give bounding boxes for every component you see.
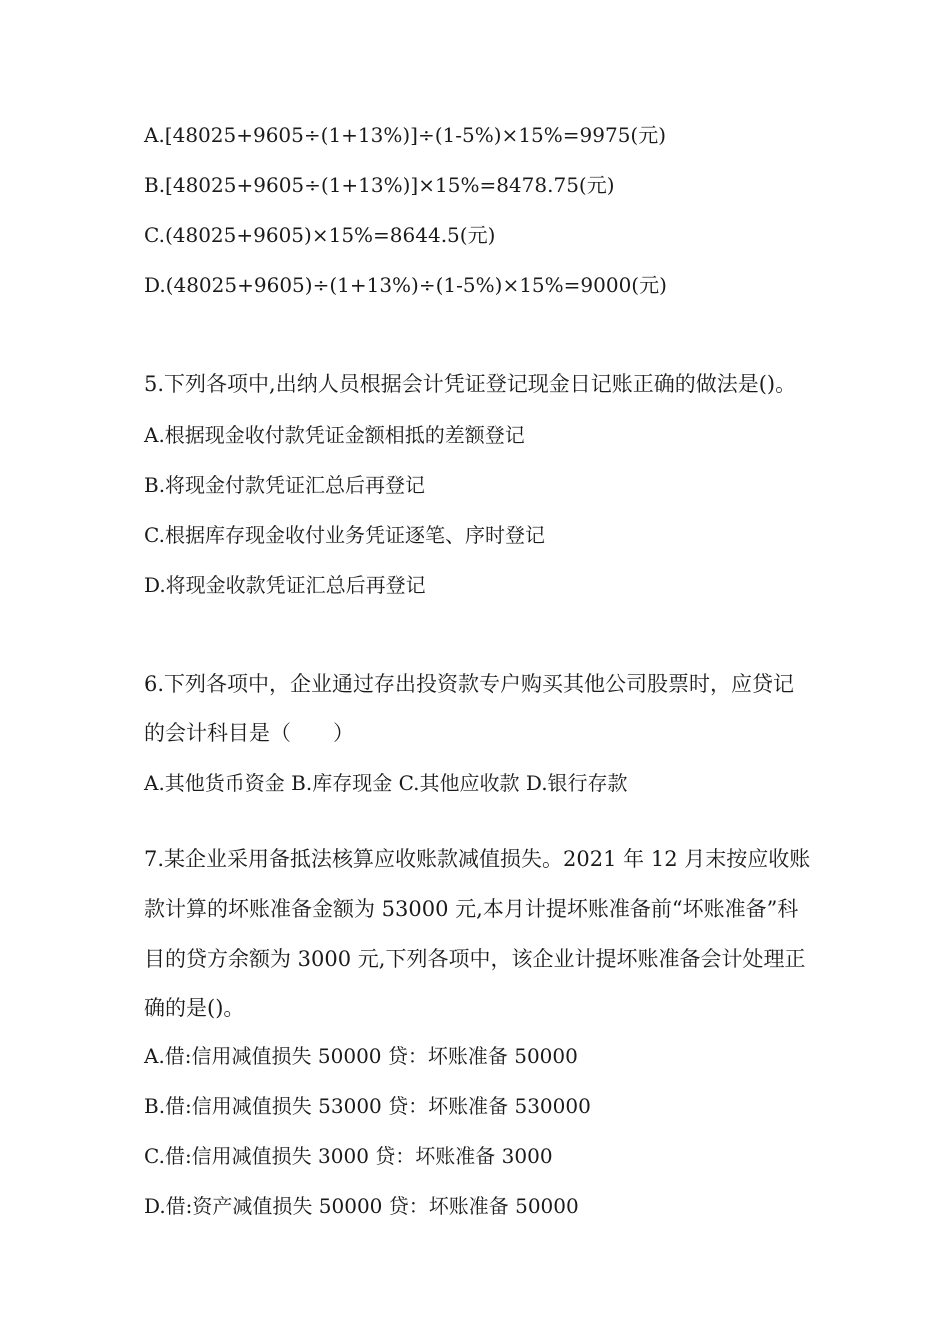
q7-option-c: C.借:信用减值损失 3000 贷：坏账准备 3000 xyxy=(144,1144,553,1168)
q5-option-a: A.根据现金收付款凭证金额相抵的差额登记 xyxy=(144,423,525,447)
q4-option-a: A.[48025+9605÷(1+13%)]÷(1-5%)×15%=9975(元) xyxy=(144,123,667,147)
q6-stem-line-2: 的会计科目是（ ） xyxy=(144,721,354,745)
q5-option-b: B.将现金付款凭证汇总后再登记 xyxy=(144,473,426,497)
q6-stem-line-1: 6.下列各项中，企业通过存出投资款专户购买其他公司股票时，应贷记 xyxy=(144,672,795,696)
q5-option-d: D.将现金收款凭证汇总后再登记 xyxy=(144,573,426,597)
q6-options: A.其他货币资金 B.库存现金 C.其他应收款 D.银行存款 xyxy=(144,771,628,795)
q4-option-d: D.(48025+9605)÷(1+13%)÷(1-5%)×15%=9000(元) xyxy=(144,273,667,297)
q7-stem-line-3: 目的贷方余额为 3000 元,下列各项中，该企业计提坏账准备会计处理正 xyxy=(144,947,806,971)
q7-option-d: D.借:资产减值损失 50000 贷：坏账准备 50000 xyxy=(144,1194,579,1218)
q5-option-c: C.根据库存现金收付业务凭证逐笔、序时登记 xyxy=(144,523,545,547)
q7-option-a: A.借:信用减值损失 50000 贷：坏账准备 50000 xyxy=(144,1044,578,1068)
q7-stem-line-2: 款计算的坏账准备金额为 53000 元,本月计提坏账准备前“坏账准备”科 xyxy=(144,897,799,921)
q4-option-b: B.[48025+9605÷(1+13%)]×15%=8478.75(元) xyxy=(144,173,615,197)
q4-option-c: C.(48025+9605)×15%=8644.5(元) xyxy=(144,223,496,247)
q7-option-b: B.借:信用减值损失 53000 贷：坏账准备 530000 xyxy=(144,1094,591,1118)
q7-stem-line-4: 确的是()。 xyxy=(144,996,245,1020)
q5-stem: 5.下列各项中,出纳人员根据会计凭证登记现金日记账正确的做法是()。 xyxy=(144,372,797,396)
q7-stem-line-1: 7.某企业采用备抵法核算应收账款减值损失。2021 年 12 月末按应收账 xyxy=(144,847,811,871)
